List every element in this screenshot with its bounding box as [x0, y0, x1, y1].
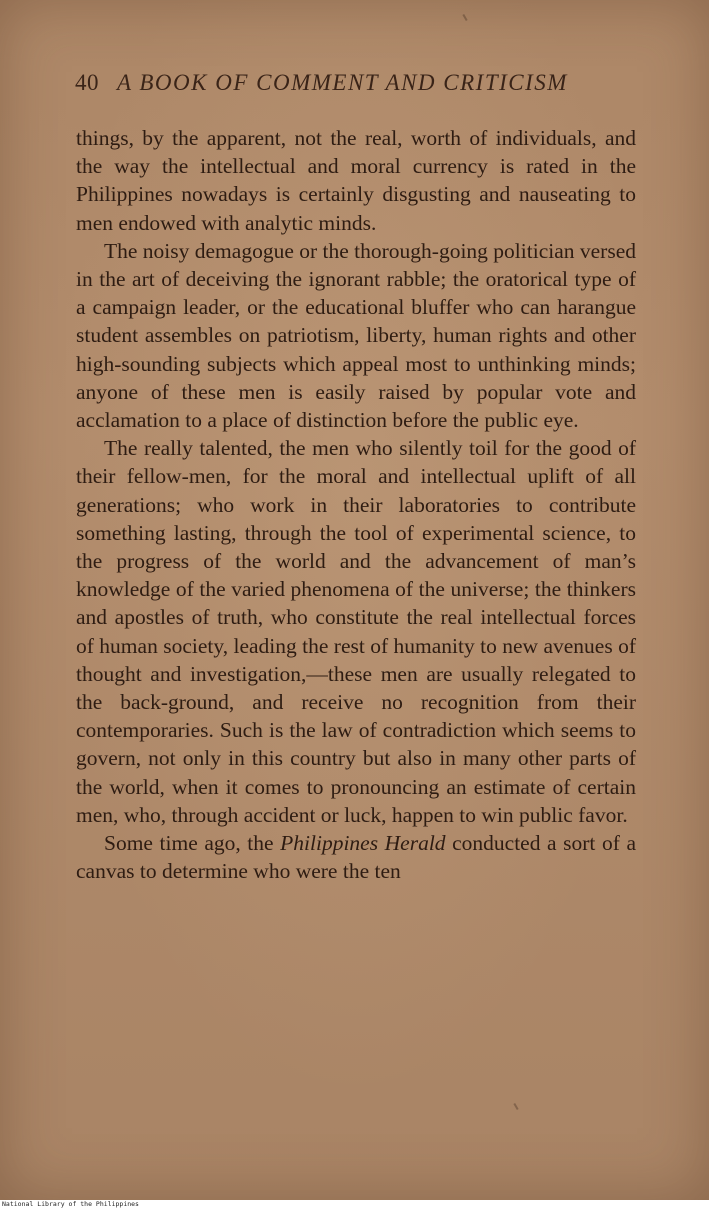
herald-text-after: conducted a sort of a canvas to determine who were the ten — [76, 831, 636, 884]
page-blemish — [513, 1103, 518, 1110]
paragraph-herald — [76, 829, 636, 885]
body-text — [76, 124, 636, 885]
herald-publication-title: Philippines Herald — [280, 831, 446, 856]
herald-text-before: Some time ago, the — [104, 831, 281, 856]
paragraph-demagogue: The noisy demagogue or the thorough-going politician versed in the art of deceiving the ignorant rabble; the oratorical type of a campaign leader, or the educational bluffer who can harangue student assembles on patriotism, liberty, human rights and other high-sounding subjects which appeal most to unthinking minds; anyone of these men is easily raised by popular vote and acclamation to a place of distinction before the public eye. — [76, 238, 636, 433]
page-number: 40 — [75, 70, 99, 95]
running-head-title: A BOOK OF COMMENT AND CRITICISM — [117, 70, 568, 95]
paragraph-continuation: things, by the apparent, not the real, worth of individuals, and the way the intellectual and moral currency is rated in the Philippines nowadays is certainly disgusting and nauseating to men endowed with analytic minds. — [76, 126, 636, 235]
scan-credit: National Library of the Philippines — [2, 1200, 139, 1208]
paragraph-talented: The really talented, the men who silently toil for the good of their fellow-men, for the moral and intellectual uplift of all generations; who work in their laboratories to contribute something lasting, through the tool of experimental science, to the progress of the world and the advancement of man’s knowledge of the varied phenomena of the universe; the thinkers and apostles of truth, who constitute the real intellectual forces of human society, leading the rest of humanity to new avenues of thought and investigation,—these men are usually relegated to the back-ground, and receive no recognition from their contemporaries. Such is the law of contradiction which seems to govern, not only in this country but also in many other parts of the world, when it comes to pronouncing an estimate of certain men, who, through accident or luck, happen to win public favor. — [76, 436, 636, 827]
running-head — [75, 70, 635, 104]
page-blemish — [462, 14, 467, 21]
